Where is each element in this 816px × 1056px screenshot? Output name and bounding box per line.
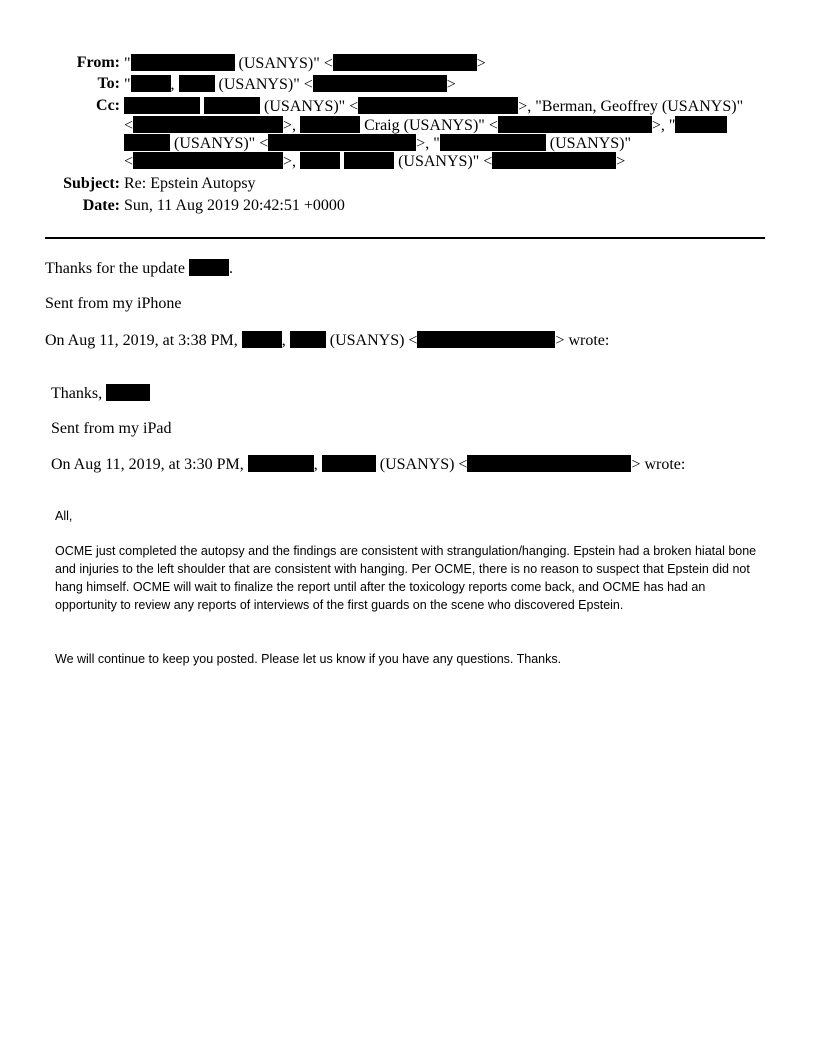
cc-affiliation: (USANYS)" <	[394, 153, 493, 170]
reply-text: Thanks for the update	[45, 260, 189, 277]
comma: ,	[281, 332, 290, 349]
cc-berman: >, "Berman, Geoffrey (USANYS)"	[518, 98, 744, 115]
redaction	[492, 152, 616, 169]
gt-comma: >,	[283, 153, 301, 170]
from-label: From:	[76, 54, 120, 71]
cc-line-3	[124, 134, 631, 153]
header-divider	[45, 237, 765, 239]
redaction	[290, 331, 326, 348]
to-value	[124, 75, 456, 94]
quote-attribution-2	[51, 455, 685, 474]
date-label: Date:	[82, 197, 120, 214]
redaction	[124, 97, 200, 114]
redaction	[417, 331, 555, 348]
angle-close: >	[446, 76, 456, 93]
quote-mark: "	[124, 55, 131, 72]
cc-usanys: (USANYS)"	[549, 135, 631, 152]
redaction	[131, 75, 171, 92]
redaction	[131, 54, 235, 71]
redaction	[242, 331, 282, 348]
redaction	[358, 97, 518, 114]
redaction	[179, 75, 215, 92]
message-paragraph-1: OCME just completed the autopsy and the findings are consistent with strangulation/hanging. Epstein had a broken hiatal bone and injuries to the left shoulder that are consistent with hanging. Per OCME, there is no reason to suspect that Epstein did not hang himself. OCME will wait to finalize the report until after the toxicology reports come back, and OCME has had an opportunity to review any reports of interviews of the first guards on the scene who discovered Epstein.	[55, 544, 757, 612]
redaction	[675, 116, 727, 133]
redaction	[498, 116, 652, 133]
cc-line-1	[124, 97, 743, 116]
wrote-text: > wrote:	[631, 456, 686, 473]
reply-line	[45, 259, 233, 278]
wrote-text: > wrote:	[555, 332, 610, 349]
cc-craig: Craig (USANYS)" <	[364, 117, 498, 134]
attribution-text: On Aug 11, 2019, at 3:38 PM,	[45, 332, 242, 349]
to-affiliation: (USANYS)" <	[214, 76, 313, 93]
cc-line-4	[124, 152, 625, 171]
angle-open: <	[124, 153, 134, 170]
redaction	[333, 54, 477, 71]
redaction	[467, 455, 631, 472]
thanks-text: Thanks,	[51, 385, 107, 402]
message-greeting: All,	[55, 509, 73, 523]
redaction	[133, 152, 283, 169]
quote-mark: "	[124, 76, 131, 93]
date-value: Sun, 11 Aug 2019 20:42:51 +0000	[124, 197, 345, 214]
redaction	[300, 116, 360, 133]
redaction	[440, 134, 546, 151]
redaction	[106, 384, 150, 401]
message-paragraph-2: We will continue to keep you posted. Please let us know if you have any questions. Thanks.	[55, 652, 562, 666]
redaction	[322, 455, 376, 472]
redaction	[344, 152, 394, 169]
angle-close: >	[616, 153, 626, 170]
angle-open: <	[124, 117, 134, 134]
gt-comma-quote: >, "	[416, 135, 440, 152]
to-label: To:	[97, 75, 120, 92]
attribution-text: On Aug 11, 2019, at 3:30 PM,	[51, 456, 248, 473]
attribution-affiliation: (USANYS) <	[375, 456, 468, 473]
redaction	[313, 75, 447, 92]
signature-iphone: Sent from my iPhone	[45, 295, 182, 312]
comma: ,	[170, 76, 179, 93]
angle-close: >	[476, 55, 486, 72]
cc-affiliation: (USANYS)" <	[170, 135, 269, 152]
subject-value: Re: Epstein Autopsy	[124, 175, 256, 192]
subject-label: Subject:	[63, 175, 120, 192]
gt-comma-quote: >, "	[651, 117, 676, 134]
from-value	[124, 54, 486, 73]
cc-label: Cc:	[96, 97, 120, 114]
redaction	[189, 259, 229, 276]
redaction	[133, 116, 283, 133]
attribution-affiliation: (USANYS) <	[325, 332, 418, 349]
signature-ipad: Sent from my iPad	[51, 420, 172, 437]
gt-comma: >,	[283, 117, 301, 134]
cc-line-2	[124, 116, 727, 135]
redaction	[248, 455, 314, 472]
redaction	[268, 134, 416, 151]
redaction	[300, 152, 340, 169]
thanks-line	[51, 384, 150, 403]
redaction	[204, 97, 260, 114]
quote-attribution-1	[45, 331, 609, 350]
comma: ,	[313, 456, 322, 473]
redaction	[124, 134, 170, 151]
cc-affiliation: (USANYS)" <	[260, 98, 359, 115]
from-affiliation: (USANYS)" <	[234, 55, 333, 72]
period: .	[228, 260, 233, 277]
